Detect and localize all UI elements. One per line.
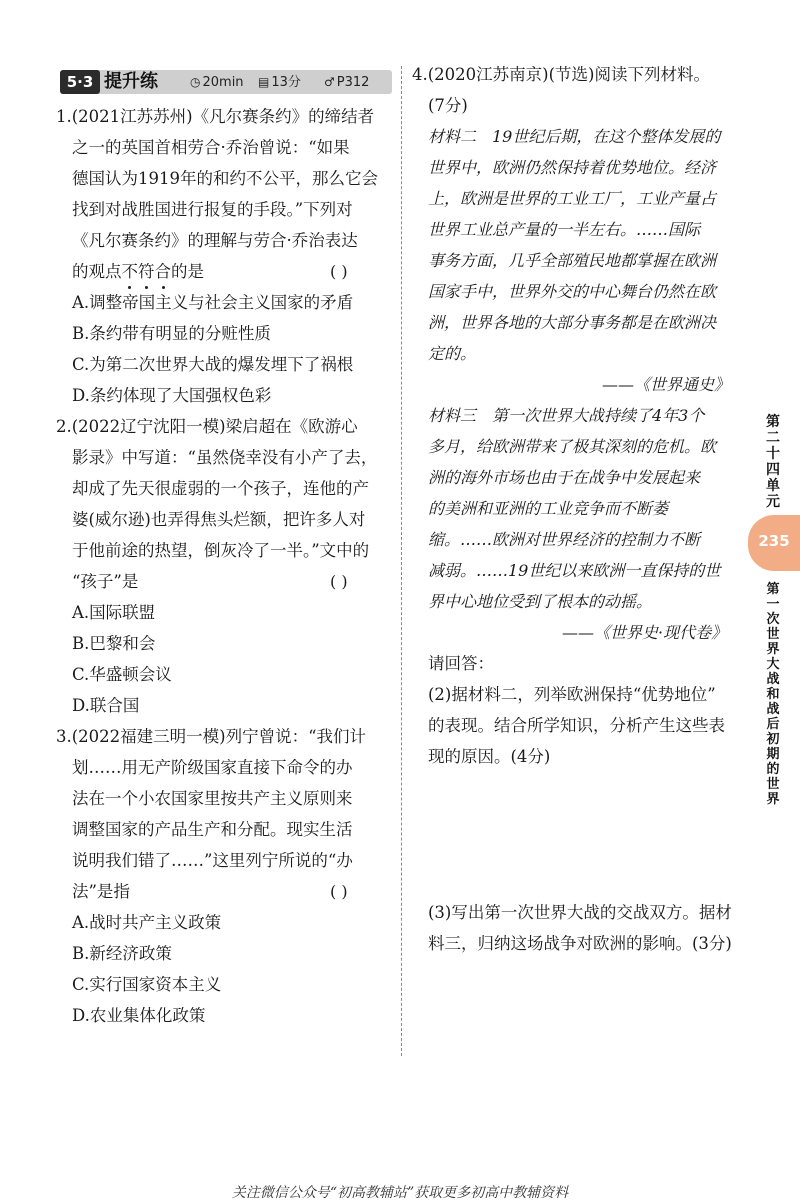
answer-blank[interactable]: ( ) xyxy=(330,882,348,901)
question-3-line-1: 3.(2022福建三明一模)列宁曾说：“我们计 xyxy=(56,727,367,746)
subquestion-2-line-1: (2)据材料二，列举欧洲保持“优势地位” xyxy=(428,685,716,704)
question-3-line-6: 法”是指 xyxy=(72,882,130,901)
material-2-line-5: 事务方面，几乎全部殖民地都掌握在欧洲 xyxy=(428,251,717,270)
material-3-line-5: 缩。……欧洲对世界经济的控制力不断 xyxy=(428,530,701,549)
footer-watermark: 关注微信公众号“初高教辅站”获取更多初高中教辅资料 xyxy=(231,1185,569,1201)
material-2-line-1: 材料二 19世纪后期，在这个整体发展的 xyxy=(428,127,721,146)
material-3-line-4: 的美洲和亚洲的工业竞争而不断萎 xyxy=(428,499,669,518)
material-3-line-7: 界中心地位受到了根本的动摇。 xyxy=(428,592,653,611)
question-1-line-3: 德国认为1919年的和约不公平，那么它会 xyxy=(72,169,378,188)
question-3-line-2: 划……用无产阶级国家直接下命令的办 xyxy=(72,758,353,777)
material-2-line-6: 国家手中，世界外交的中心舞台仍然在欧 xyxy=(428,282,717,301)
time-estimate xyxy=(190,70,244,95)
question-2-option-d[interactable]: D.联合国 xyxy=(72,696,140,715)
material-3-line-2: 多月，给欧洲带来了极其深刻的危机。欧 xyxy=(428,437,717,456)
section-badge: 5·3 xyxy=(60,70,100,94)
score-value: 13分 xyxy=(271,75,301,90)
material-3-source: ——《世界史·现代卷》 xyxy=(562,623,728,642)
column-divider xyxy=(401,66,402,1056)
clock-icon: ◷ xyxy=(190,75,201,89)
question-2-option-b[interactable]: B.巴黎和会 xyxy=(72,634,156,653)
question-4-line-2: (7分) xyxy=(428,96,468,115)
page-number: 235 xyxy=(758,532,790,550)
question-2-option-a[interactable]: A.国际联盟 xyxy=(72,603,156,622)
question-2-line-3: 却成了先天很虚弱的一个孩子，连他的产 xyxy=(72,479,369,498)
emphasis-dot xyxy=(145,286,148,289)
question-1-line-1: 1.(2021江苏苏州)《凡尔赛条约》的缔结者 xyxy=(56,107,375,126)
subquestion-2-line-2: 的表现。结合所学知识，分析产生这些表 xyxy=(428,716,725,735)
answer-blank[interactable]: ( ) xyxy=(330,262,348,281)
time-value: 20min xyxy=(202,75,244,90)
question-3-line-4: 调整国家的产品生产和分配。现实生活 xyxy=(72,820,353,839)
instruction: 请回答： xyxy=(428,654,494,673)
score-total xyxy=(258,70,301,95)
question-3-line-5: 说明我们错了……”这里列宁所说的“办 xyxy=(72,851,353,870)
paper-icon: ▤ xyxy=(258,75,270,89)
question-2-line-1: 2.(2022辽宁沈阳一模)梁启超在《欧游心 xyxy=(56,417,358,436)
material-2-line-7: 洲，世界各地的大部分事务都是在欧洲决 xyxy=(428,313,717,332)
material-2-line-2: 世界中，欧洲仍然保持着优势地位。经济 xyxy=(428,158,717,177)
emphasis-dot xyxy=(128,286,131,289)
subquestion-3-line-1: (3)写出第一次世界大战的交战双方。据材 xyxy=(428,903,732,922)
emphasis-dot xyxy=(162,286,165,289)
question-1-line-2: 之一的英国首相劳合·乔治曾说：“如果 xyxy=(72,138,350,157)
chapter-label: 第一次世界大战和战后初期的世界 xyxy=(766,582,780,807)
question-2-option-c[interactable]: C.华盛顿会议 xyxy=(72,665,172,684)
answer-blank[interactable]: ( ) xyxy=(330,572,348,591)
material-3-line-6: 减弱。……19世纪以来欧洲一直保持的世 xyxy=(428,561,721,580)
material-2-line-8: 定的。 xyxy=(428,344,477,363)
answer-page: P312 xyxy=(336,75,370,90)
material-3-line-3: 洲的海外市场也由于在战争中发展起来 xyxy=(428,468,701,487)
material-2-line-4: 世界工业总产量的一半左右。……国际 xyxy=(428,220,701,239)
question-1-option-d[interactable]: D.条约体现了大国强权色彩 xyxy=(72,386,272,405)
subquestion-3-line-2: 料三，归纳这场战争对欧洲的影响。(3分) xyxy=(428,934,732,953)
answer-key-icon: ♂ xyxy=(324,75,335,89)
question-1-option-c[interactable]: C.为第二次世界大战的爆发埋下了祸根 xyxy=(72,355,354,374)
question-2-line-2: 影录》中写道：“虽然侥幸没有小产了去， xyxy=(72,448,378,467)
exercise-title: 提升练 xyxy=(104,71,158,92)
question-3-option-c[interactable]: C.实行国家资本主义 xyxy=(72,975,222,994)
question-3-option-d[interactable]: D.农业集体化政策 xyxy=(72,1006,206,1025)
unit-label: 第二十四单元 xyxy=(766,414,780,510)
question-3-option-b[interactable]: B.新经济政策 xyxy=(72,944,172,963)
material-2-source: ——《世界通史》 xyxy=(602,375,731,394)
question-1-option-b[interactable]: B.条约带有明显的分赃性质 xyxy=(72,324,271,343)
question-1-option-a[interactable]: A.调整帝国主义与社会主义国家的矛盾 xyxy=(72,293,354,312)
question-3-line-3: 法在一个小农国家里按共产主义原则来 xyxy=(72,789,353,808)
question-1-line-4: 找到对战胜国进行报复的手段。”下列对 xyxy=(72,200,353,219)
question-4-line-1: 4.(2020江苏南京)(节选)阅读下列材料。 xyxy=(412,65,710,84)
subquestion-2-line-3: 现的原因。(4分) xyxy=(428,747,551,766)
question-2-line-5: 于他前途的热望，倒灰冷了一半。”文中的 xyxy=(72,541,370,560)
material-2-line-3: 上，欧洲是世界的工业工厂，工业产量占 xyxy=(428,189,717,208)
answer-reference xyxy=(324,70,369,95)
question-3-option-a[interactable]: A.战时共产主义政策 xyxy=(72,913,222,932)
question-1-line-5: 《凡尔赛条约》的理解与劳合·乔治表达 xyxy=(72,231,358,250)
question-1-line-6: 的观点不符合的是 xyxy=(72,262,204,281)
question-2-line-4: 婆(威尔逊)也弄得焦头烂额，把许多人对 xyxy=(72,510,366,529)
material-3-line-1: 材料三 第一次世界大战持续了4年3个 xyxy=(428,406,705,425)
question-2-line-6: “孩子”是 xyxy=(72,572,139,591)
